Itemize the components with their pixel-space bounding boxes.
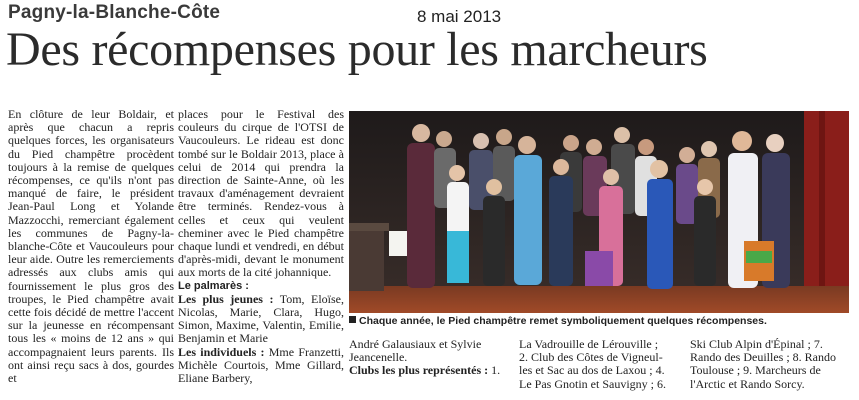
column-3-line-1: André Galausiaux et Sylvie bbox=[349, 338, 482, 351]
caption-text: Chaque année, le Pied champêtre remet symboliquement quelques récompenses. bbox=[359, 315, 767, 327]
article-headline: Des récompenses pour les marcheurs bbox=[6, 23, 708, 76]
individuels-label: Les individuels : bbox=[178, 344, 265, 359]
group-photo bbox=[349, 111, 849, 313]
article-column-4 bbox=[519, 338, 679, 391]
article-column-3 bbox=[349, 338, 509, 378]
clubs-number: 1. bbox=[488, 364, 501, 378]
jeunes-paragraph bbox=[178, 293, 344, 346]
article-column-5 bbox=[690, 338, 850, 391]
column-1-body: En clôture de leur Boldair, et après que chacun a repris quelques forces, les organisateurs du Pied champêtre procèdent toujours à la remise de quelques récompenses, ce qu'ils n'ont pas manqué de faire, le président Jean-Paul Long et Yolande Mazzocchi, remerciant également les communes de Pagny-la-blanche-Côte et Vaucouleurs pour leur aide. Outre les remerciements adressés aux clubs amis qui fournissement le plus gros des troupes, le Pied champêtre avait cette fois décidé de mettre l'accent sur la jeunesse en récompensant tous les « moins de 12 ans » qui accompagnaient leurs parents. Ils ont ainsi reçu sacs à dos, gourdes et bbox=[8, 107, 174, 386]
clubs-paragraph bbox=[349, 364, 509, 377]
column-4-line-3: les et Sac au dos de Laxou ; 4. bbox=[519, 364, 665, 378]
group-photo-illustration bbox=[349, 111, 849, 313]
column-4-line-4: Le Pas Gnotin et Sauvigny ; 6. bbox=[519, 377, 666, 391]
jeunes-text: Tom, Eloïse, Nicolas, Marie, Clara, Hugo, Simon, Maxime, Valentin, Emilie, Benjamin et Marie bbox=[178, 291, 345, 346]
column-5-line-2: Rando des Deuilles ; 8. Rando bbox=[690, 351, 836, 365]
caption-bullet-icon bbox=[349, 316, 356, 323]
article-column-1 bbox=[8, 108, 174, 385]
article-column-2 bbox=[178, 108, 344, 385]
column-2-body: places pour le Festival des couleurs du cirque de l'OTSI de Vaucouleurs. Le rideau est donc tombé sur le Boldair 2013, place à celui de 2014 qui prendra la direction de Sainte-Anne, où les travaux d'aménagement devraient être terminés. Rendez-vous à celles et ceux qui veulent cheminer avec le Pied champêtre chaque lundi et vendredi, en début d'après-midi, devant le monument aux morts de la cité johannique. bbox=[178, 107, 344, 280]
column-5-line-4: l'Arctic et Rando Sorcy. bbox=[690, 377, 805, 391]
column-3-line-2: Jeancenelle. bbox=[349, 351, 408, 365]
column-4-line-1: La Vadrouille de Lérouville ; bbox=[519, 338, 659, 351]
jeunes-label: Les plus jeunes : bbox=[178, 291, 274, 306]
column-4-line-2: 2. Club des Côtes de Vigneul- bbox=[519, 351, 663, 365]
column-5-line-3: Toulouse ; 9. Marcheurs de bbox=[690, 364, 821, 378]
individuels-paragraph bbox=[178, 346, 344, 386]
photo-caption bbox=[349, 315, 849, 327]
publication-date: 8 mai 2013 bbox=[417, 7, 502, 26]
column-5-line-1: Ski Club Alpin d'Épinal ; 7. bbox=[690, 338, 823, 351]
palmares-heading: Le palmarès : bbox=[178, 279, 249, 292]
clubs-label: Clubs les plus représentés : bbox=[349, 364, 489, 378]
individuels-text: Mme Franzetti, Michèle Courtois, Mme Gillard, Eliane Barbery, bbox=[178, 344, 344, 386]
locality-label: Pagny-la-Blanche-Côte bbox=[8, 2, 221, 23]
